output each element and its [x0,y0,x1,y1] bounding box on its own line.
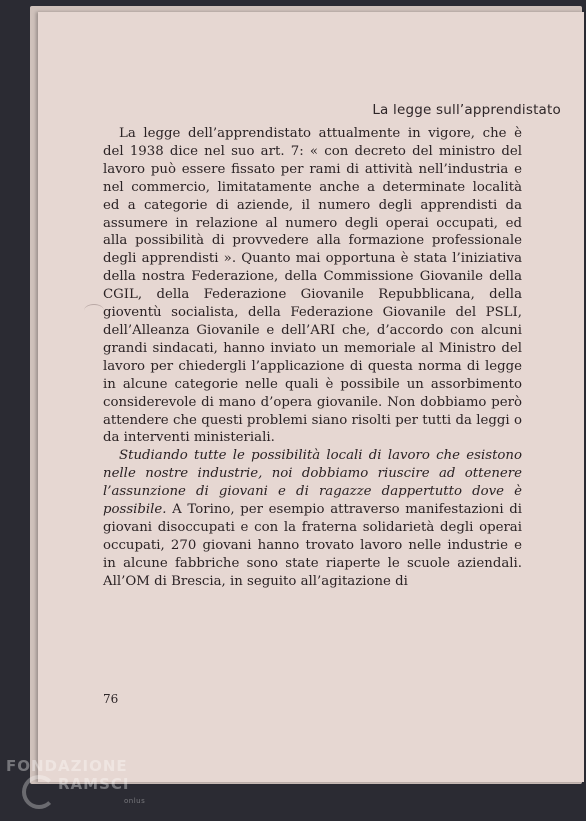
watermark-line-1: FONDAZIONE [6,757,128,775]
watermark-g-logo-icon [22,775,56,809]
paragraph-2-rest: A Torino, per esempio attraverso manifestazioni di giovani disoccupati e con la fraterna solidarietà degli operai occupati, 270 giovani hanno trovato lavoro nelle industrie e in alcune fabbriche sono state riaperte le scuole aziendali. All’OM di Brescia, in seguito all’agitazione di [103,502,522,589]
paragraph-2-italic: Studiando tutte le possibilità locali di lavoro che esistono nelle nostre industrie, noi dobbiamo riuscire ad ottenere l’assunzione di giovani e di ragazze dappertutto dove è possibile. [103,448,522,518]
running-head: La legge sull’apprendistato [372,102,561,118]
paragraph-2 [103,447,522,590]
watermark-line-2: RAMSCI [58,775,130,793]
paragraph-1: La legge dell’apprendistato attualmente in vigore, che è del 1938 dice nel suo art. 7: « con decreto del ministro del lavoro può essere fissato per rami di attività nell’industria e nel commercio, limitatamente anche a determinate località ed a categorie di aziende, il numero degli apprendisti da assumere in relazione al numero degli operai occupati, ed alla possibilità di provvedere alla formazione professionale degli apprendisti ». Quanto mai opportuna è stata l’iniziativa della nostra Federazione, della Commissione Giovanile della CGIL, della Federazione Giovanile Repubblicana, della gioventù socialista, della Federazione Giovanile del PSLI, dell’Alleanza Giovanile e dell’ARI che, d’accordo con alcuni grandi sindacati, hanno inviato un memoriale al Ministro del lavoro per chiedergli l’applicazione di questa norma di legge in alcune categorie nelle quali è possibile un assorbimento considerevole di mano d’opera giovanile. Non dobbiamo però attendere che questi problemi siano risolti per tutti da leggi o da interventi ministeriali. [103,126,522,446]
margin-pencil-mark [84,304,104,317]
fondazione-gramsci-watermark [6,757,166,817]
watermark-line-3: onlus [124,797,146,805]
body-text [103,125,522,591]
page-number: 76 [103,692,119,706]
